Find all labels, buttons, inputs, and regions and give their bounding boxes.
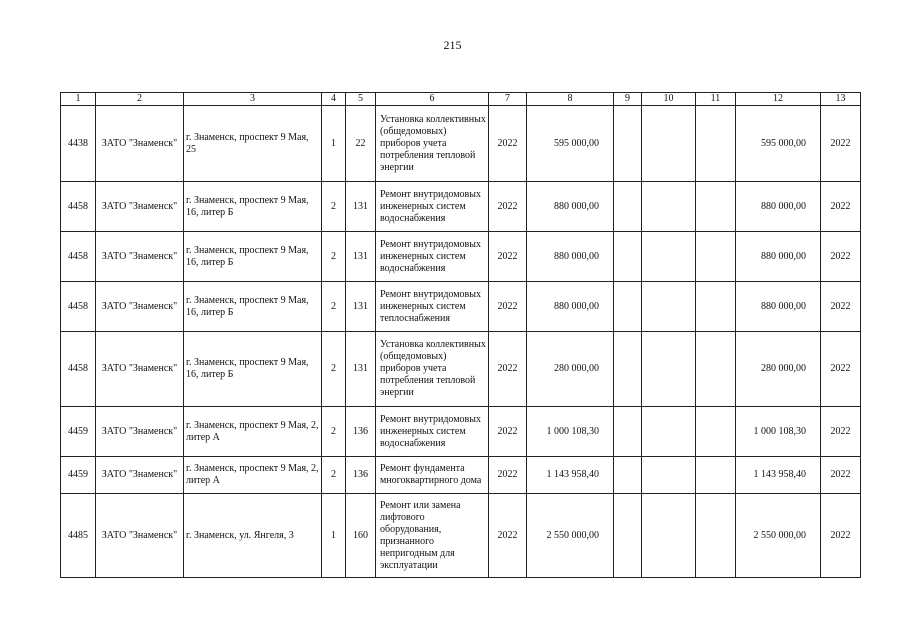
col5-cell: 131 xyxy=(346,182,376,232)
work-type-cell: Ремонт внутридомовых инженерных систем водоснабжения xyxy=(376,232,489,282)
col12-cost-cell: 2 550 000,00 xyxy=(736,494,821,578)
address-cell: г. Знаменск, проспект 9 Мая, 25 xyxy=(184,106,322,182)
col-header: 5 xyxy=(346,93,376,106)
col9-cell xyxy=(614,182,642,232)
col12-cost-cell: 1 000 108,30 xyxy=(736,407,821,457)
col13-year-cell: 2022 xyxy=(821,182,861,232)
address-cell: г. Знаменск, проспект 9 Мая, 2, литер А xyxy=(184,457,322,494)
col4-cell: 2 xyxy=(322,407,346,457)
owner-cell: ЗАТО "Знаменск" xyxy=(96,182,184,232)
col10-cell xyxy=(642,457,696,494)
year-cell: 2022 xyxy=(489,282,527,332)
col5-cell: 136 xyxy=(346,457,376,494)
row-id: 4485 xyxy=(61,494,96,578)
owner-cell: ЗАТО "Знаменск" xyxy=(96,407,184,457)
col12-cost-cell: 880 000,00 xyxy=(736,182,821,232)
col9-cell xyxy=(614,457,642,494)
col11-cell xyxy=(696,106,736,182)
year-cell: 2022 xyxy=(489,106,527,182)
owner-cell: ЗАТО "Знаменск" xyxy=(96,106,184,182)
col4-cell: 1 xyxy=(322,106,346,182)
year-cell: 2022 xyxy=(489,407,527,457)
col9-cell xyxy=(614,407,642,457)
col10-cell xyxy=(642,407,696,457)
col4-cell: 2 xyxy=(322,457,346,494)
col5-cell: 136 xyxy=(346,407,376,457)
col5-cell: 22 xyxy=(346,106,376,182)
col10-cell xyxy=(642,282,696,332)
owner-cell: ЗАТО "Знаменск" xyxy=(96,494,184,578)
col13-year-cell: 2022 xyxy=(821,332,861,407)
col4-cell: 2 xyxy=(322,282,346,332)
col-header: 1 xyxy=(61,93,96,106)
col13-year-cell: 2022 xyxy=(821,457,861,494)
cost-cell: 595 000,00 xyxy=(527,106,614,182)
col11-cell xyxy=(696,494,736,578)
cost-cell: 2 550 000,00 xyxy=(527,494,614,578)
col12-cost-cell: 280 000,00 xyxy=(736,332,821,407)
row-id: 4458 xyxy=(61,182,96,232)
cost-cell: 880 000,00 xyxy=(527,232,614,282)
col9-cell xyxy=(614,332,642,407)
work-type-cell: Ремонт внутридомовых инженерных систем водоснабжения xyxy=(376,407,489,457)
col-header: 13 xyxy=(821,93,861,106)
col-header: 8 xyxy=(527,93,614,106)
col12-cost-cell: 1 143 958,40 xyxy=(736,457,821,494)
col12-cost-cell: 880 000,00 xyxy=(736,232,821,282)
year-cell: 2022 xyxy=(489,232,527,282)
year-cell: 2022 xyxy=(489,182,527,232)
cost-cell: 280 000,00 xyxy=(527,332,614,407)
table-row xyxy=(61,494,861,578)
row-id: 4458 xyxy=(61,332,96,407)
work-type-cell: Ремонт внутридомовых инженерных систем водоснабжения xyxy=(376,182,489,232)
col11-cell xyxy=(696,457,736,494)
col13-year-cell: 2022 xyxy=(821,106,861,182)
owner-cell: ЗАТО "Знаменск" xyxy=(96,232,184,282)
col4-cell: 2 xyxy=(322,182,346,232)
work-type-cell: Ремонт внутридомовых инженерных систем теплоснабжения xyxy=(376,282,489,332)
col-header: 9 xyxy=(614,93,642,106)
address-cell: г. Знаменск, проспект 9 Мая, 16, литер Б xyxy=(184,282,322,332)
col13-year-cell: 2022 xyxy=(821,494,861,578)
col5-cell: 131 xyxy=(346,282,376,332)
table-row xyxy=(61,407,861,457)
owner-cell: ЗАТО "Знаменск" xyxy=(96,332,184,407)
table-row xyxy=(61,232,861,282)
col11-cell xyxy=(696,282,736,332)
table-row xyxy=(61,282,861,332)
cost-cell: 880 000,00 xyxy=(527,182,614,232)
col11-cell xyxy=(696,332,736,407)
work-type-cell: Ремонт или замена лифтового оборудования, признанного непригодным для эксплуатации xyxy=(376,494,489,578)
year-cell: 2022 xyxy=(489,494,527,578)
year-cell: 2022 xyxy=(489,332,527,407)
col9-cell xyxy=(614,494,642,578)
address-cell: г. Знаменск, проспект 9 Мая, 16, литер Б xyxy=(184,182,322,232)
row-id: 4458 xyxy=(61,282,96,332)
col9-cell xyxy=(614,282,642,332)
owner-cell: ЗАТО "Знаменск" xyxy=(96,282,184,332)
column-number-row xyxy=(61,93,861,106)
col13-year-cell: 2022 xyxy=(821,232,861,282)
work-type-cell: Установка коллективных (общедомовых) приборов учета потребления тепловой энергии xyxy=(376,332,489,407)
col10-cell xyxy=(642,232,696,282)
col11-cell xyxy=(696,232,736,282)
col5-cell: 160 xyxy=(346,494,376,578)
col-header: 10 xyxy=(642,93,696,106)
table-row xyxy=(61,332,861,407)
address-cell: г. Знаменск, проспект 9 Мая, 16, литер Б xyxy=(184,332,322,407)
work-type-cell: Ремонт фундамента многоквартирного дома xyxy=(376,457,489,494)
col9-cell xyxy=(614,106,642,182)
table-row xyxy=(61,457,861,494)
col12-cost-cell: 880 000,00 xyxy=(736,282,821,332)
row-id: 4458 xyxy=(61,232,96,282)
table-row xyxy=(61,106,861,182)
col-header: 3 xyxy=(184,93,322,106)
col5-cell: 131 xyxy=(346,232,376,282)
cost-cell: 1 000 108,30 xyxy=(527,407,614,457)
cost-cell: 1 143 958,40 xyxy=(527,457,614,494)
col4-cell: 2 xyxy=(322,232,346,282)
row-id: 4438 xyxy=(61,106,96,182)
col12-cost-cell: 595 000,00 xyxy=(736,106,821,182)
col-header: 6 xyxy=(376,93,489,106)
work-type-cell: Установка коллективных (общедомовых) приборов учета потребления тепловой энергии xyxy=(376,106,489,182)
col11-cell xyxy=(696,182,736,232)
owner-cell: ЗАТО "Знаменск" xyxy=(96,457,184,494)
col-header: 2 xyxy=(96,93,184,106)
row-id: 4459 xyxy=(61,407,96,457)
col-header: 12 xyxy=(736,93,821,106)
col13-year-cell: 2022 xyxy=(821,407,861,457)
col11-cell xyxy=(696,407,736,457)
col4-cell: 2 xyxy=(322,332,346,407)
col10-cell xyxy=(642,182,696,232)
year-cell: 2022 xyxy=(489,457,527,494)
col4-cell: 1 xyxy=(322,494,346,578)
col-header: 7 xyxy=(489,93,527,106)
repair-register-table xyxy=(60,92,861,578)
col13-year-cell: 2022 xyxy=(821,282,861,332)
col10-cell xyxy=(642,332,696,407)
address-cell: г. Знаменск, ул. Янгеля, 3 xyxy=(184,494,322,578)
address-cell: г. Знаменск, проспект 9 Мая, 16, литер Б xyxy=(184,232,322,282)
address-cell: г. Знаменск, проспект 9 Мая, 2, литер А xyxy=(184,407,322,457)
table-row xyxy=(61,182,861,232)
col5-cell: 131 xyxy=(346,332,376,407)
col-header: 4 xyxy=(322,93,346,106)
col-header: 11 xyxy=(696,93,736,106)
col10-cell xyxy=(642,494,696,578)
col10-cell xyxy=(642,106,696,182)
row-id: 4459 xyxy=(61,457,96,494)
cost-cell: 880 000,00 xyxy=(527,282,614,332)
col9-cell xyxy=(614,232,642,282)
page-number: 215 xyxy=(443,38,462,52)
